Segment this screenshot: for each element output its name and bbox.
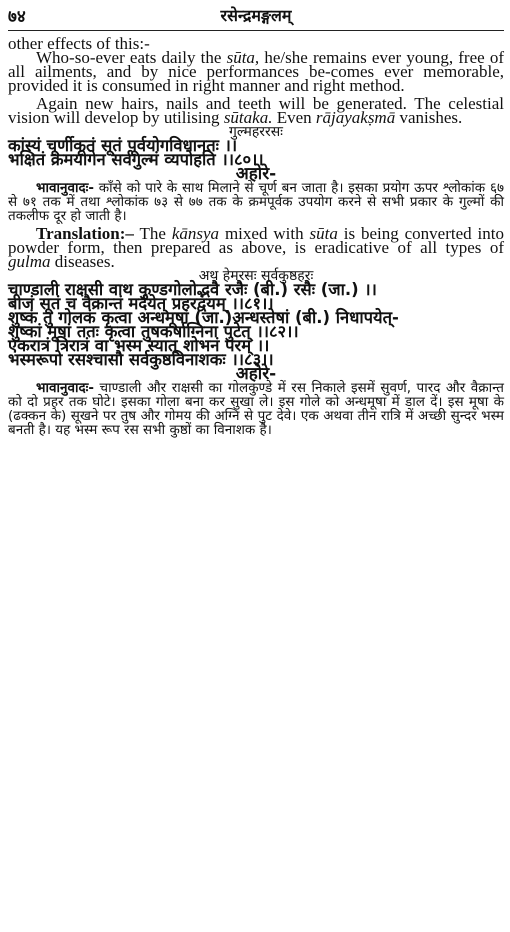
para2-text-e: vanishes. bbox=[395, 108, 463, 127]
page-number: ७४ bbox=[8, 7, 26, 27]
para1-text-c: he/she remains ever young, free of all ailments, and by nice performances be-comes ever memorable, provided it is consumed in right manner and right method. bbox=[8, 48, 504, 95]
section1-verse-2: भक्षितं क्रमयोगेन सर्वगुल्मं व्यपोहति ।।८०।। bbox=[8, 150, 264, 169]
section2-hindi-translation bbox=[8, 381, 504, 437]
translation-text-e: is being converted into powder form, then prepared as above, is eradicative of all types of bbox=[8, 224, 504, 257]
section2-verse-4: शुष्कां मूषां ततः कृत्वा तुषकर्षाग्निना पुटेत् ।।८२।। bbox=[8, 322, 299, 341]
section2-bhav-label: भावानुवादः- bbox=[36, 380, 94, 396]
intro-line: other effects of this:- bbox=[8, 34, 150, 53]
page-header bbox=[8, 0, 504, 31]
translation-text-c: mixed with bbox=[219, 224, 310, 243]
section1-title: गुल्महररसः bbox=[228, 124, 283, 140]
translation-term-suta: sūta bbox=[309, 224, 338, 243]
translation-text-a: The bbox=[133, 224, 172, 243]
section2-bhav-text: चाण्डाली और राक्षसी का गोलकुण्डे में रस निकाले इसमें सुवर्ण, पारद और वैक्रान्त को दो प्रहर तक घोटे। इसका गोला बना कर सुखा ले। इस गोले को अन्धमूषा में डाल दें। इस मूषा के (ढक्कन के) सूखने पर तुष और गोमय की अग्नि से पुट देवे। एक अथवा तीन रात्रि में अच्छी सुन्दर भस्म बनती है। यह भस्म रूप रस सभी कुष्ठों का विनाशक है। bbox=[8, 380, 504, 438]
section1-hindi-translation bbox=[8, 181, 504, 223]
para2-text-c: Even bbox=[272, 108, 316, 127]
section2-ahore-heading: अहोरे- bbox=[235, 364, 277, 384]
translation-term-kansya: kānsya bbox=[171, 224, 220, 243]
para2-term-sutaka: sūtaka. bbox=[223, 108, 273, 127]
running-title: रसेन्द्रमङ्गलम् bbox=[220, 6, 292, 25]
translation-term-gulma: gulma bbox=[8, 252, 51, 271]
para1-term-suta: sūta, bbox=[226, 48, 260, 67]
section1-ahore-heading: अहोरे- bbox=[235, 164, 277, 184]
translation-label: Translation:– bbox=[36, 224, 134, 243]
section1-bhav-label: भावानुवादः- bbox=[36, 180, 94, 196]
section2-verse-5: एकरात्रं त्रिरात्रं वा भस्म स्यात् शोभनं परम् ।। bbox=[8, 336, 270, 355]
para2-term-rajayakshma: rājayakṣmā bbox=[315, 108, 396, 127]
section1-bhav-text: काँसे को पारे के साथ मिलाने से चूर्ण बन जाता है। इसका प्रयोग ऊपर श्लोकांक ६७ से ७१ तक में तथा श्लोकांक ७३ से ७७ तक के क्रमपूर्वक उपयोग करने से सभी प्रकार के गुल्मों की तकलीफ दूर हो जाती है। bbox=[8, 180, 504, 224]
section1-verse-1: कांस्यं चूर्णीकृतं सूतं पूर्वयोगविधानतः ।। bbox=[8, 136, 238, 155]
section2-verse-6: भस्मरूपो रसश्चासौ सर्वकुष्ठविनाशकः ।।८३।। bbox=[8, 350, 274, 369]
section2-verse-1: चाण्डाली राक्षसी वाथ कुण्डगोलोद्भवै रजैः (बी.) रसैः (जा.) ।। bbox=[8, 280, 377, 299]
section1-english-translation bbox=[8, 224, 504, 271]
para2-text-a: Again new hairs, nails and teeth will be generated. The celestial vision will develop by utilising bbox=[8, 94, 504, 127]
translation-text-g: diseases. bbox=[50, 252, 115, 271]
paragraph-sutas-effects bbox=[8, 48, 504, 95]
paragraph-new-hairs bbox=[8, 94, 504, 127]
para1-text-a: Who-so-ever eats daily the bbox=[36, 48, 227, 67]
section2-title: अथ हेमरसः सर्वकुष्ठहरः bbox=[198, 268, 314, 284]
section2-verse-2: बीजं सूतं च वैक्रान्तं मर्दयेत् प्रहरद्वयम् ।।८१।। bbox=[8, 294, 274, 313]
section2-verse-3: शुष्कं तु गोलकं कृत्वा अन्धमूषां (जा.)अन्धस्तेषां (बी.) निधापयेत्- bbox=[8, 308, 399, 327]
